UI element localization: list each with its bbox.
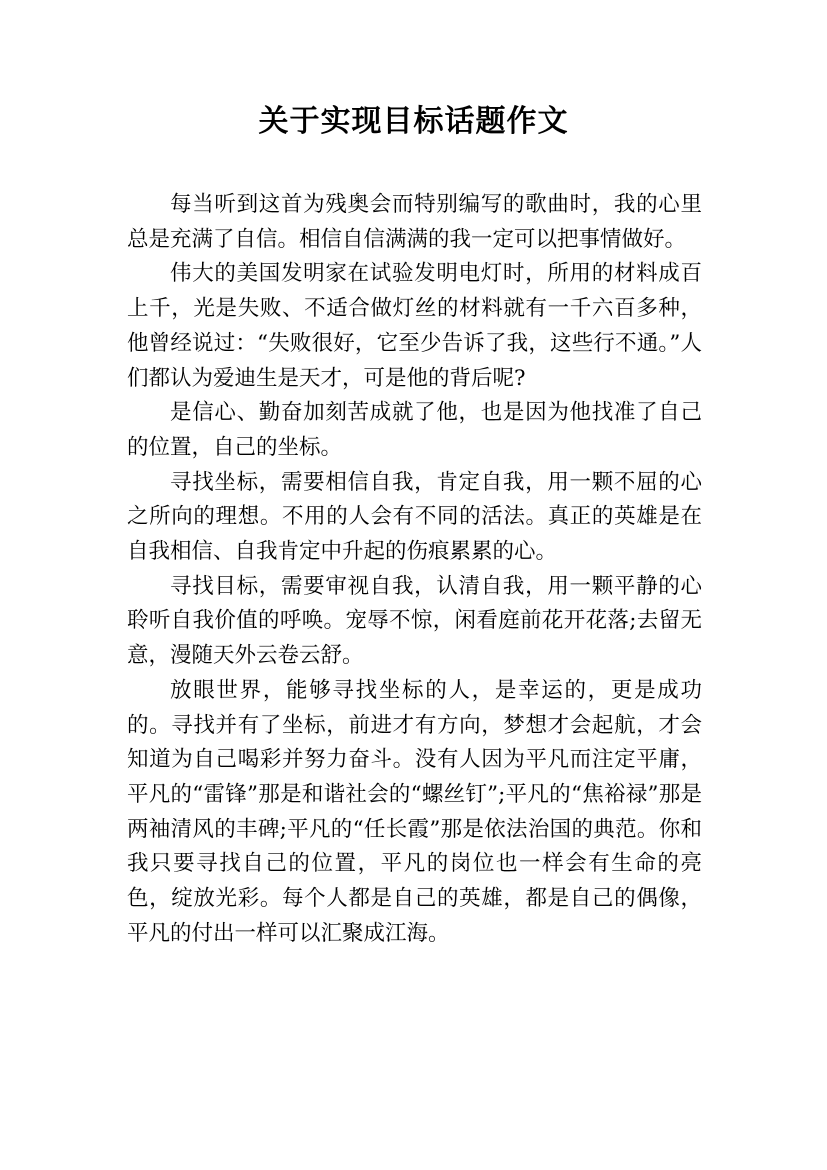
- document-title: 关于实现目标话题作文: [258, 104, 569, 139]
- document-body: [127, 188, 702, 951]
- paragraph-6: 放眼世界，能够寻找坐标的人，是幸运的，更是成功的。寻找并有了坐标，前进才有方向，梦想才会起航，才会知道为自己喝彩并努力奋斗。没有人因为平凡而注定平庸，平凡的“雷锋”那是和谐社会的“螺丝钉”;平凡的“焦裕禄”那是两袖清风的丰碑;平凡的“任长霞”那是依法治国的典范。你和我只要寻找自己的位置，平凡的岗位也一样会有生命的亮色，绽放光彩。每个人都是自己的英雄，都是自己的偶像，平凡的付出一样可以汇聚成江海。: [127, 677, 702, 946]
- paragraph-3: 是信心、勤奋加刻苦成就了他，也是因为他找准了自己的位置，自己的坐标。: [127, 400, 702, 460]
- paragraph-2: 伟大的美国发明家在试验发明电灯时，所用的材料成百上千，光是失败、不适合做灯丝的材料就有一千六百多种，他曾经说过：“失败很好，它至少告诉了我，这些行不通。”人们都认为爱迪生是天才，可是他的背后呢?: [127, 261, 702, 391]
- paragraph-1: 每当听到这首为残奥会而特别编写的歌曲时，我的心里总是充满了自信。相信自信满满的我一定可以把事情做好。: [127, 192, 702, 252]
- paragraph-4: 寻找坐标，需要相信自我，肯定自我，用一颗不屈的心之所向的理想。不用的人会有不同的活法。真正的英雄是在自我相信、自我肯定中升起的伤痕累累的心。: [127, 469, 702, 565]
- paragraph-5: 寻找目标，需要审视自我，认清自我，用一颗平静的心聆听自我价值的呼唤。宠辱不惊，闲看庭前花开花落;去留无意，漫随天外云卷云舒。: [127, 573, 702, 669]
